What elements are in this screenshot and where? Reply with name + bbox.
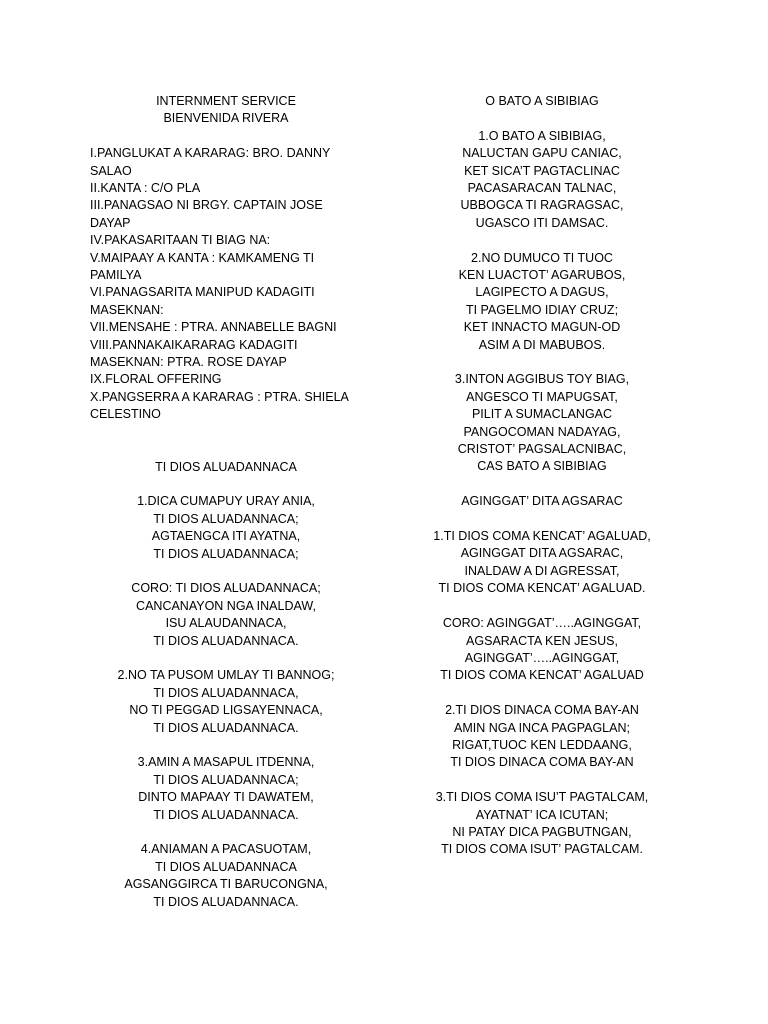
program-item: V.MAIPAAY A KANTA : KAMKAMENG TI PAMILYA — [90, 250, 315, 283]
lyric-line: INALDAW A DI AGRESSAT, — [464, 563, 620, 578]
lyric-line: CANCANAYON NGA INALDAW, — [136, 598, 316, 613]
lyric-line: TI DIOS ALUADANNACA — [155, 859, 297, 874]
lyric-line: AGINGGAT’…..AGINGGAT, — [464, 650, 620, 665]
lyric-line: TI DIOS ALUADANNACA; — [153, 511, 299, 526]
lyric-line: 4.ANIAMAN A PACASUOTAM, — [140, 842, 312, 857]
hymn-title: O BATO A SIBIBIAG — [485, 94, 599, 108]
lyric-line: CRISTOT’ PAGSALACNIBAC, — [457, 442, 627, 457]
lyric-line: PACASARACAN TALNAC, — [467, 181, 617, 196]
hymn-stanza — [426, 789, 658, 859]
hymn-stanza — [426, 250, 658, 354]
lyric-line: RIGAT,TUOC KEN LEDDAANG, — [452, 737, 632, 752]
program-item: III.PANAGSAO NI BRGY. CAPTAIN JOSE DAYAP — [90, 198, 323, 230]
right-column — [426, 93, 658, 859]
lyric-line: 1.DICA CUMAPUY URAY ANIA, — [137, 494, 315, 509]
lyric-line: DINTO MAPAAY TI DAWATEM, — [138, 790, 314, 805]
lyric-line: LAGIPECTO A DAGUS, — [475, 285, 609, 300]
lyric-line: AMIN NGA INCA PAGPAGLAN; — [454, 720, 630, 735]
lyric-line: 1.TI DIOS COMA KENCAT’ AGALUAD, — [433, 529, 651, 544]
lyric-line: KET INNACTO MAGUN-OD — [463, 320, 621, 335]
lyric-line: TI PAGELMO IDIAY CRUZ; — [465, 302, 619, 317]
hymn-stanza — [426, 528, 658, 598]
program-item: IV.PAKASARITAAN TI BIAG NA: — [90, 233, 271, 248]
lyric-line: ISU ALAUDANNACA, — [165, 616, 287, 631]
program-item: IX.FLORAL OFFERING — [90, 372, 222, 387]
lyric-line: KET SICA’T PAGTACLINAC — [464, 163, 620, 178]
hymn-stanza — [90, 493, 362, 563]
lyric-line: AGTAENGCA ITI AYATNA, — [151, 529, 301, 544]
lyric-line: AYATNAT’ ICA ICUTAN; — [475, 807, 609, 822]
program-item: II.KANTA : C/O PLA — [90, 181, 201, 196]
hymn-o-bato-a-sibibiag — [426, 93, 658, 476]
lyric-line: UBBOGCA TI RAGRAGSAC, — [460, 198, 624, 213]
lyric-line: TI DIOS ALUADANNACA. — [153, 807, 299, 822]
lyric-line: TI DIOS ALUADANNACA. — [153, 633, 299, 648]
program-item: VI.PANAGSARITA MANIPUD KADAGITI MASEKNAN: — [90, 285, 315, 317]
left-column — [90, 93, 362, 911]
lyric-line: TI DIOS ALUADANNACA, — [153, 685, 299, 700]
program-item: I.PANGLUKAT A KARARAG: BRO. DANNY SALAO — [90, 146, 331, 178]
lyric-line: ANGESCO TI MAPUGSAT, — [466, 389, 618, 404]
hymn-stanza — [90, 667, 362, 737]
lyric-line: CORO: AGINGGAT’…..AGINGGAT, — [442, 616, 642, 631]
lyric-line: UGASCO ITI DAMSAC. — [475, 215, 609, 230]
lyric-line: PILIT A SUMACLANGAC — [471, 407, 613, 422]
hymn-title: AGINGGAT’ DITA AGSARAC — [461, 494, 623, 509]
lyric-line: 3.TI DIOS COMA ISU’T PAGTALCAM, — [435, 790, 649, 805]
program-item: VIII.PANNAKAIKARARAG KADAGITI MASEKNAN: PTRA. ROSE DAYAP — [90, 337, 298, 370]
lyric-line: ASIM A DI MABUBOS. — [478, 337, 606, 352]
program-item: VII.MENSAHE : PTRA. ANNABELLE BAGNI — [90, 320, 337, 335]
lyric-line: 2.NO TA PUSOM UMLAY TI BANNOG; — [117, 668, 335, 683]
lyric-line: 1.O BATO A SIBIBIAG, — [478, 128, 606, 143]
lyric-line: AGSANGGIRCA TI BARUCONGNA, — [124, 877, 328, 892]
lyric-line: KEN LUACTOT’ AGARUBOS, — [458, 268, 626, 283]
lyric-line: 2.NO DUMUCO TI TUOC — [471, 250, 613, 265]
hymn-stanza — [426, 371, 658, 475]
lyric-line: TI DIOS ALUADANNACA; — [153, 772, 299, 787]
lyric-line: PANGOCOMAN NADAYAG, — [463, 424, 621, 439]
lyric-line: 3.INTON AGGIBUS TOY BIAG, — [454, 372, 630, 387]
program-title: INTERNMENT SERVICE — [156, 94, 296, 108]
lyric-line: TI DIOS ALUADANNACA. — [153, 894, 299, 909]
lyric-line: TI DIOS COMA KENCAT’ AGALUAD — [440, 668, 644, 683]
lyric-line: TI DIOS ALUADANNACA. — [153, 720, 299, 735]
hymn-chorus — [90, 580, 362, 650]
lyric-line: CORO: TI DIOS ALUADANNACA; — [131, 581, 321, 596]
lyric-line: TI DIOS COMA ISUT’ PAGTALCAM. — [441, 842, 643, 857]
lyric-line: TI DIOS ALUADANNACA; — [153, 546, 299, 561]
program-list — [90, 145, 362, 424]
hymn-ti-dios-aluadannaca — [90, 459, 362, 911]
hymn-stanza — [426, 702, 658, 772]
lyric-line: NALUCTAN GAPU CANIAC, — [462, 146, 622, 161]
deceased-name: BIENVENIDA RIVERA — [163, 111, 289, 126]
hymn-stanza — [426, 128, 658, 232]
lyric-line: NI PATAY DICA PAGBUTNGAN, — [452, 824, 632, 839]
lyric-line: AGINGGAT DITA AGSARAC, — [460, 546, 624, 561]
lyric-line: 2.TI DIOS DINACA COMA BAY-AN — [445, 703, 639, 718]
lyric-line: TI DIOS COMA KENCAT’ AGALUAD. — [438, 581, 646, 596]
program-header — [90, 93, 362, 128]
lyric-line: TI DIOS DINACA COMA BAY-AN — [450, 755, 634, 770]
hymn-stanza — [90, 754, 362, 824]
hymn-stanza — [90, 841, 362, 911]
lyric-line: CAS BATO A SIBIBIAG — [477, 459, 607, 474]
lyric-line: 3.AMIN A MASAPUL ITDENNA, — [137, 755, 315, 770]
lyric-line: NO TI PEGGAD LIGSAYENNACA, — [129, 703, 323, 718]
lyric-line: AGSARACTA KEN JESUS, — [466, 633, 618, 648]
hymn-title: TI DIOS ALUADANNACA — [155, 459, 297, 474]
program-item: X.PANGSERRA A KARARAG : PTRA. SHIELA CELESTINO — [90, 389, 349, 422]
hymn-chorus — [426, 615, 658, 685]
hymn-aginggat-dita-agsarac — [426, 493, 658, 858]
